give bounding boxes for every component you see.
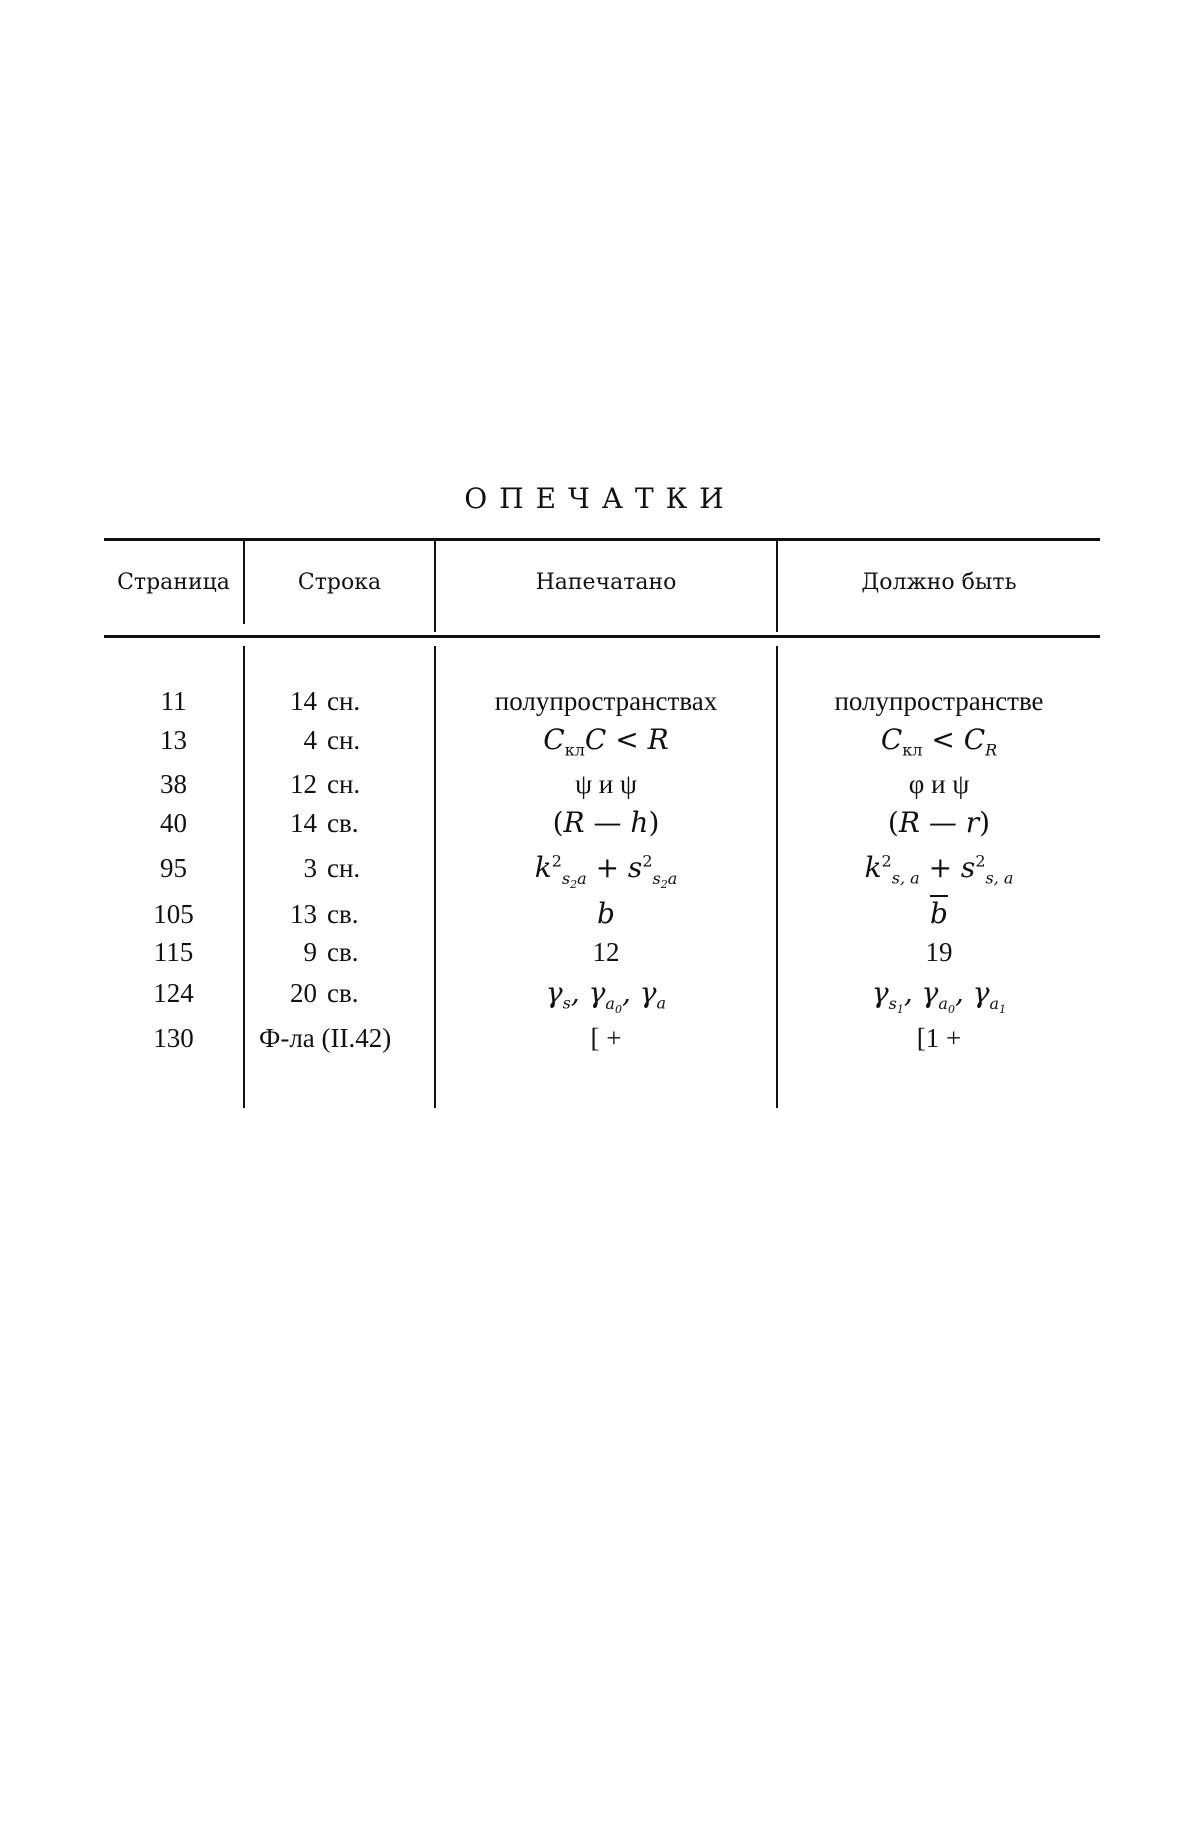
line-ref: [245, 894, 434, 934]
correct-formula: φ и ψ: [908, 769, 970, 799]
table-row: [104, 932, 1100, 972]
page-number: 130: [153, 1023, 194, 1053]
line-number: 14: [290, 808, 317, 838]
line-number: 9: [303, 937, 317, 967]
line-position: сн.: [327, 686, 361, 716]
page-number: 38: [160, 769, 187, 799]
table-row: [104, 894, 1100, 934]
correct-value: 19: [925, 937, 953, 967]
printed-value: 12: [592, 937, 620, 967]
correct-value: полупространстве: [834, 686, 1044, 716]
line-ref: [245, 932, 434, 972]
printed-formula: ψ и ψ: [575, 769, 637, 799]
correct-formula: $\overline{b}$: [930, 897, 948, 930]
header-printed: Напечатано: [535, 570, 677, 595]
line-number: 3: [303, 853, 317, 883]
header-line: Строка: [297, 570, 382, 595]
line-position: сн.: [327, 853, 361, 883]
line-ref: [245, 764, 434, 804]
line-number: 4: [303, 725, 317, 755]
printed-formula: $k^2_{s_2a} + s^2_{s_2a}$: [534, 851, 678, 891]
line-number: 12: [290, 769, 317, 799]
line-position: св.: [327, 978, 359, 1008]
line-ref: [245, 973, 434, 1013]
header-should-be: Должно быть: [861, 570, 1017, 595]
line-ref: [245, 681, 434, 721]
table-row: [104, 973, 1100, 1016]
page-number: 13: [160, 725, 187, 755]
line-ref: Ф-ла (II.42): [259, 1023, 392, 1053]
printed-value: полупространствах: [494, 686, 718, 716]
line-ref: [245, 848, 434, 888]
table-row: [104, 1018, 1100, 1058]
errata-table: [104, 538, 1100, 1108]
table-row: [104, 720, 1100, 760]
line-number: 20: [290, 978, 317, 1008]
page-number: 105: [153, 899, 194, 929]
line-position: св.: [327, 899, 359, 929]
printed-formula: b: [597, 897, 615, 930]
table-row: [104, 764, 1100, 804]
printed-formula: $\gamma_s$, $\gamma_{a_0}$, $\gamma_a$: [545, 976, 667, 1016]
line-position: св.: [327, 808, 359, 838]
table-row: [104, 681, 1100, 721]
printed-formula: [ +: [590, 1023, 622, 1053]
table-row: [104, 848, 1100, 891]
line-position: св.: [327, 937, 359, 967]
header-page: Страница: [117, 570, 230, 595]
correct-formula: [1 +: [916, 1023, 962, 1053]
table-top-rule: [104, 538, 1100, 541]
line-position: сн.: [327, 725, 361, 755]
page-number: 95: [160, 853, 187, 883]
line-position: сн.: [327, 769, 361, 799]
page-number: 40: [160, 808, 187, 838]
table-row: [104, 803, 1100, 843]
line-ref: [245, 720, 434, 760]
printed-formula: $C_{кл}C < R$: [543, 723, 669, 760]
correct-formula: (R — r): [887, 806, 991, 839]
correct-formula: $C_{кл} < C_R$: [880, 723, 998, 760]
line-number: 13: [290, 899, 317, 929]
correct-formula: $\gamma_{s_1}$, $\gamma_{a_0}$, $\gamma_{a_1}$: [871, 976, 1007, 1016]
table-header-rule: [104, 635, 1100, 638]
correct-formula: $k^2_{s, a} + s^2_{s, a}$: [864, 851, 1014, 888]
printed-formula: (R — h): [552, 806, 660, 839]
page-number: 11: [160, 686, 187, 716]
line-number: 14: [290, 686, 317, 716]
page-number: 124: [153, 978, 194, 1008]
page-number: 115: [153, 937, 194, 967]
page-title: ОПЕЧАТКИ: [464, 482, 736, 515]
line-ref: [245, 803, 434, 843]
